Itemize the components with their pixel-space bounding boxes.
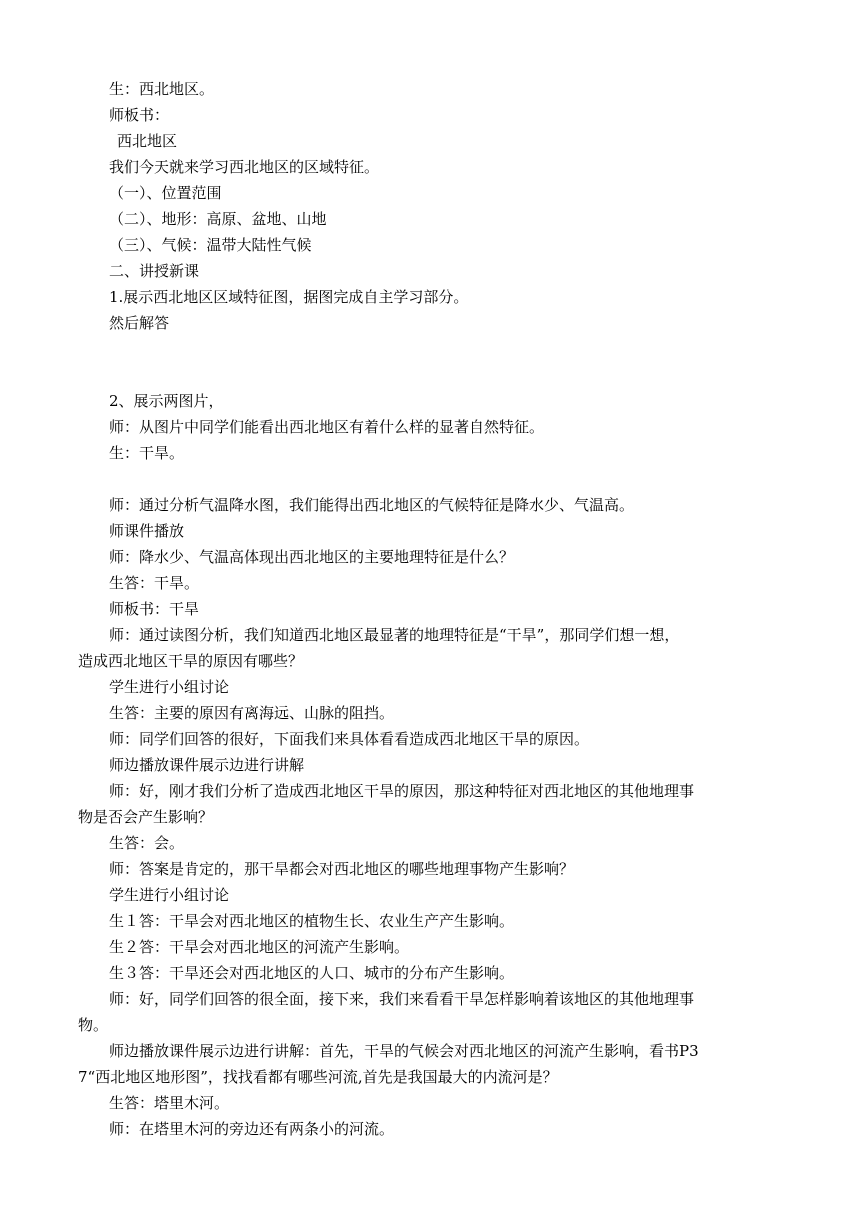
dialogue-line: 生答：塔里木河。	[109, 1094, 230, 1112]
text-line: 学生进行小组讨论	[109, 678, 230, 696]
dialogue-line: 生：干旱。	[109, 444, 185, 462]
text-line: 学生进行小组讨论	[109, 886, 230, 904]
dialogue-line: 生２答：干旱会对西北地区的河流产生影响。	[109, 938, 410, 956]
text-line: 我们今天就来学习西北地区的区域特征。	[109, 158, 380, 176]
dialogue-line: 师：答案是肯定的，那干旱都会对西北地区的哪些地理事物产生影响？	[109, 860, 575, 878]
dialogue-line: 师：好，同学们回答的很全面，接下来，我们来看看干旱怎样影响着该地区的其他地理事	[109, 990, 695, 1008]
dialogue-line: 师：在塔里木河的旁边还有两条小的河流。	[109, 1120, 395, 1138]
text-line: 然后解答	[109, 314, 170, 332]
dialogue-line-continued: 造成西北地区干旱的原因有哪些？	[78, 652, 304, 670]
dialogue-line: 师：降水少、气温高体现出西北地区的主要地理特征是什么？	[109, 548, 515, 566]
board-heading: 西北地区	[117, 132, 178, 150]
dialogue-line: 生答：会。	[109, 834, 185, 852]
dialogue-line-continued: 7“西北地区地形图”，找找看都有哪些河流,首先是我国最大的内流河是？	[78, 1068, 558, 1086]
text-line: 1.展示西北地区区域特征图，据图完成自主学习部分。	[109, 288, 469, 306]
text-line: 生：西北地区。	[109, 80, 215, 98]
dialogue-line: 师：从图片中同学们能看出西北地区有着什么样的显著自然特征。	[109, 418, 545, 436]
dialogue-line: 生答：干旱。	[109, 574, 200, 592]
section-heading: 二、讲授新课	[109, 262, 200, 280]
text-line: 师板书：干旱	[109, 600, 200, 618]
text-line: 师边播放课件展示边进行讲解	[109, 756, 305, 774]
dialogue-line: 生３答：干旱还会对西北地区的人口、城市的分布产生影响。	[109, 964, 515, 982]
dialogue-line: 生答：主要的原因有离海远、山脉的阻挡。	[109, 704, 395, 722]
dialogue-line: 师边播放课件展示边进行讲解：首先，干旱的气候会对西北地区的河流产生影响，看书P3	[109, 1042, 699, 1060]
text-line: 师板书：	[109, 106, 170, 124]
dialogue-line-continued: 物是否会产生影响？	[78, 808, 214, 826]
dialogue-line-continued: 物。	[78, 1016, 109, 1034]
text-line: 师课件播放	[109, 522, 185, 540]
text-line: 2、展示两图片，	[109, 392, 224, 410]
dialogue-line: 师：通过分析气温降水图，我们能得出西北地区的气候特征是降水少、气温高。	[109, 496, 635, 514]
outline-item: （三）、气候：温带大陆性气候	[109, 236, 312, 254]
dialogue-line: 师：通过读图分析，我们知道西北地区最显著的地理特征是“干旱”，那同学们想一想，	[109, 626, 680, 644]
dialogue-line: 师：同学们回答的很好，下面我们来具体看看造成西北地区干旱的原因。	[109, 730, 590, 748]
dialogue-line: 师：好，刚才我们分析了造成西北地区干旱的原因，那这种特征对西北地区的其他地理事	[109, 782, 695, 800]
outline-item: （一）、位置范围	[109, 184, 222, 202]
outline-item: （二）、地形：高原、盆地、山地	[109, 210, 327, 228]
dialogue-line: 生１答：干旱会对西北地区的植物生长、农业生产产生影响。	[109, 912, 515, 930]
